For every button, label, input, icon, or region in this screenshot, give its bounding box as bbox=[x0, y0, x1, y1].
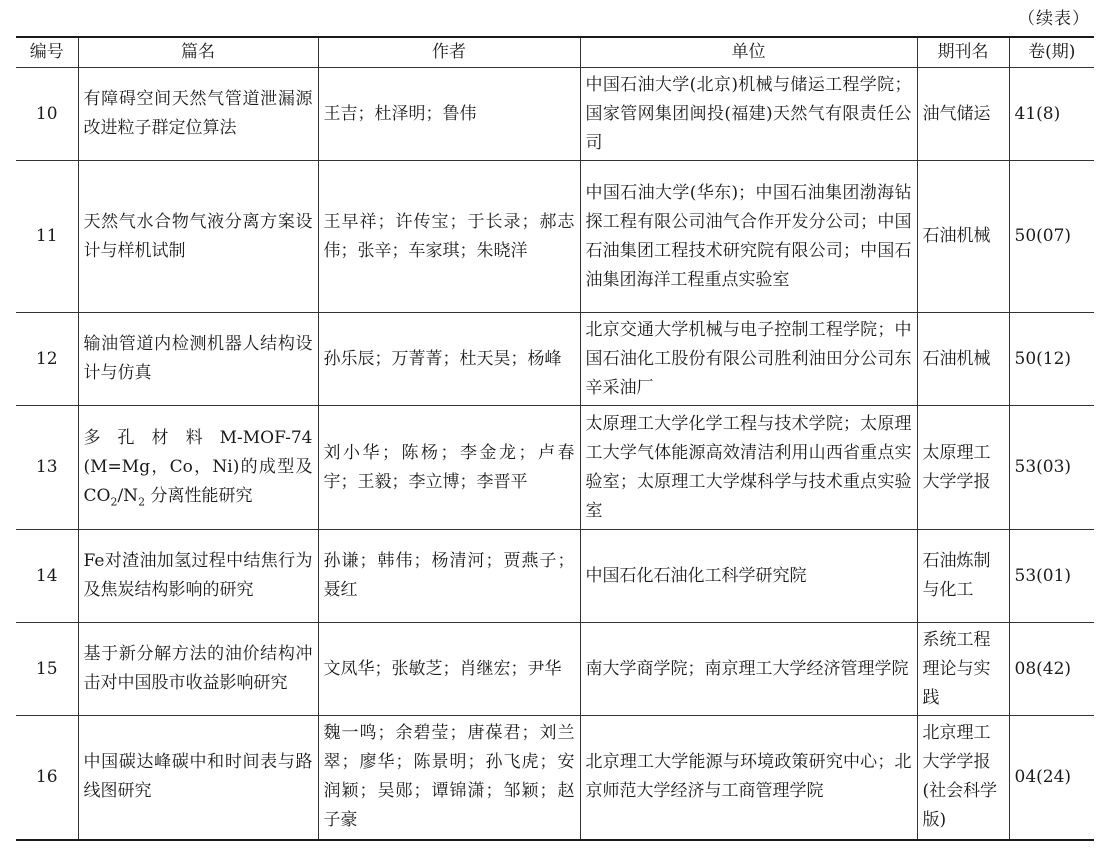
row-affiliation: 中国石油大学(北京)机械与储运工程学院；国家管网集团闽投(福建)天然气有限责任公司 bbox=[580, 68, 917, 161]
row-authors: 孙乐辰；万菁菁；杜天昊；杨峰 bbox=[318, 313, 580, 406]
row-title bbox=[78, 406, 318, 530]
row-affiliation: 北京理工大学能源与环境政策研究中心；北京师范大学经济与工商管理学院 bbox=[580, 716, 917, 840]
row-authors: 王吉；杜泽明；鲁伟 bbox=[318, 68, 580, 161]
table-row bbox=[16, 68, 1094, 161]
row-journal: 石油炼制与化工 bbox=[917, 530, 1009, 623]
row-title: 输油管道内检测机器人结构设计与仿真 bbox=[78, 313, 318, 406]
row-volume: 41(8) bbox=[1009, 68, 1094, 161]
row-authors: 王早祥；许传宝；于长录；郝志伟；张辛；车家琪；朱晓洋 bbox=[318, 161, 580, 313]
title-subscript: 2 bbox=[138, 495, 146, 509]
table-row bbox=[16, 530, 1094, 623]
row-authors: 刘小华；陈杨；李金龙；卢春宇；王毅；李立博；李晋平 bbox=[318, 406, 580, 530]
row-journal: 石油机械 bbox=[917, 161, 1009, 313]
header-number: 编号 bbox=[16, 37, 78, 68]
header-authors: 作者 bbox=[318, 37, 580, 68]
row-number: 11 bbox=[16, 161, 78, 313]
row-volume: 53(01) bbox=[1009, 530, 1094, 623]
continued-label: （续表） bbox=[1018, 9, 1090, 29]
row-volume: 50(12) bbox=[1009, 313, 1094, 406]
row-affiliation: 中国石油大学(华东)；中国石油集团渤海钻探工程有限公司油气合作开发分公司；中国石油集团工程技术研究院有限公司；中国石油集团海洋工程重点实验室 bbox=[580, 161, 917, 313]
row-affiliation: 中国石化石油化工科学研究院 bbox=[580, 530, 917, 623]
row-authors: 文凤华；张敏芝；肖继宏；尹华 bbox=[318, 623, 580, 716]
table-row bbox=[16, 716, 1094, 840]
row-title: 有障碍空间天然气管道泄漏源改进粒子群定位算法 bbox=[78, 68, 318, 161]
row-authors: 魏一鸣；余碧莹；唐葆君；刘兰翠；廖华；陈景明；孙飞虎；安润颖；吴郧；谭锦潇；邹颖；赵子豪 bbox=[318, 716, 580, 840]
title-subscript: 2 bbox=[110, 495, 118, 509]
table-row bbox=[16, 406, 1094, 530]
row-volume: 50(07) bbox=[1009, 161, 1094, 313]
row-affiliation: 太原理工大学化学工程与技术学院；太原理工大学气体能源高效清洁利用山西省重点实验室；太原理工大学煤科学与技术重点实验室 bbox=[580, 406, 917, 530]
header-affiliation: 单位 bbox=[580, 37, 917, 68]
row-number: 14 bbox=[16, 530, 78, 623]
row-number: 13 bbox=[16, 406, 78, 530]
row-number: 15 bbox=[16, 623, 78, 716]
row-affiliation: 北京交通大学机械与电子控制工程学院；中国石油化工股份有限公司胜利油田分公司东辛采油厂 bbox=[580, 313, 917, 406]
row-number: 10 bbox=[16, 68, 78, 161]
header-volume: 卷(期) bbox=[1009, 37, 1094, 68]
row-title: 天然气水合物气液分离方案设计与样机试制 bbox=[78, 161, 318, 313]
header-title: 篇名 bbox=[78, 37, 318, 68]
table-row bbox=[16, 313, 1094, 406]
row-authors: 孙谦；韩伟；杨清河；贾燕子；聂红 bbox=[318, 530, 580, 623]
row-journal: 系统工程理论与实践 bbox=[917, 623, 1009, 716]
row-volume: 53(03) bbox=[1009, 406, 1094, 530]
row-affiliation: 南大学商学院；南京理工大学经济管理学院 bbox=[580, 623, 917, 716]
row-title: 中国碳达峰碳中和时间表与路线图研究 bbox=[78, 716, 318, 840]
row-journal: 北京理工大学学报(社会科学版) bbox=[917, 716, 1009, 840]
publications-table bbox=[16, 36, 1094, 841]
row-number: 16 bbox=[16, 716, 78, 840]
row-title: 基于新分解方法的油价结构冲击对中国股市收益影响研究 bbox=[78, 623, 318, 716]
title-text: 多孔材料M-MOF-74 (M=Mg，Co，Ni)的成型及CO bbox=[83, 428, 313, 506]
table-row bbox=[16, 623, 1094, 716]
row-number: 12 bbox=[16, 313, 78, 406]
table-header-row bbox=[16, 37, 1094, 68]
row-volume: 08(42) bbox=[1009, 623, 1094, 716]
table-row bbox=[16, 161, 1094, 313]
title-text: 分离性能研究 bbox=[145, 486, 253, 506]
row-title: Fe对渣油加氢过程中结焦行为及焦炭结构影响的研究 bbox=[78, 530, 318, 623]
row-journal: 太原理工大学学报 bbox=[917, 406, 1009, 530]
header-journal: 期刊名 bbox=[917, 37, 1009, 68]
row-journal: 油气储运 bbox=[917, 68, 1009, 161]
title-text: /N bbox=[117, 486, 139, 506]
row-volume: 04(24) bbox=[1009, 716, 1094, 840]
row-journal: 石油机械 bbox=[917, 313, 1009, 406]
